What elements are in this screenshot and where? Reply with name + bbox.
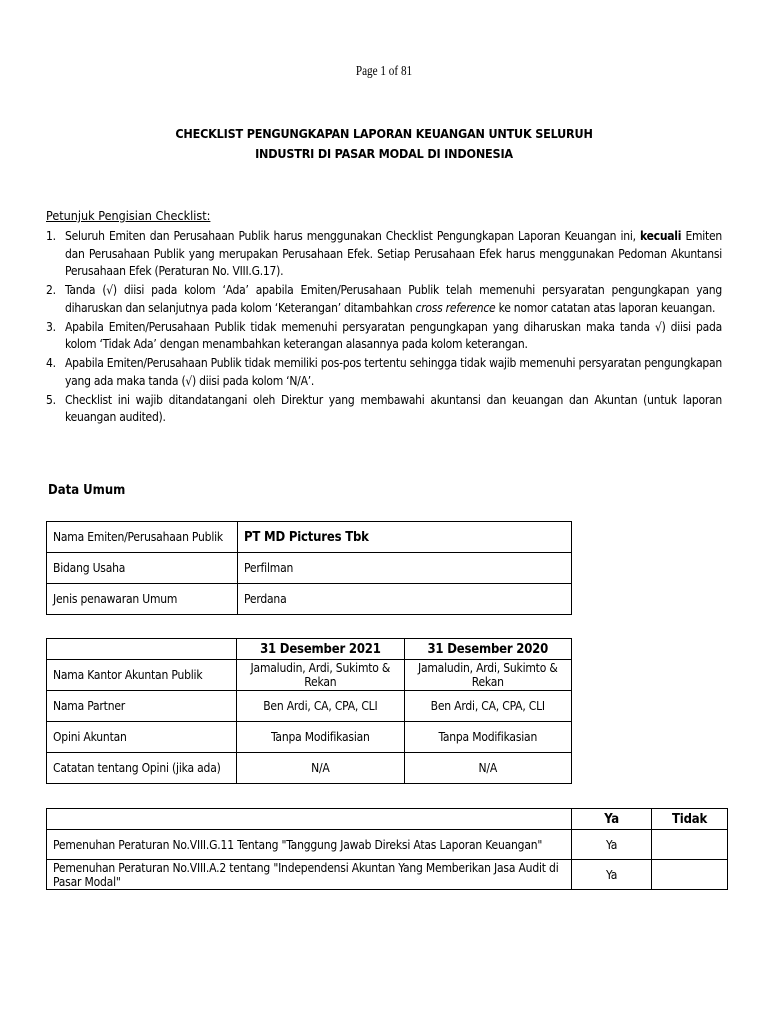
- title-line-1: CHECKLIST PENGUNGKAPAN LAPORAN KEUANGAN UNTUK SELURUH: [175, 126, 593, 141]
- row-label: Nama Partner: [47, 691, 237, 722]
- cell-2021: Tanpa Modifikasian: [237, 722, 404, 753]
- data-umum-heading: Data Umum: [48, 483, 126, 498]
- auditor-table: [46, 638, 572, 784]
- table-row: [47, 691, 572, 722]
- instruction-item: 3. Apabila Emiten/Perusahaan Publik tidak memenuhi persyaratan pengungkapan yang diharuskan maka tanda √) diisi pada kolom ‘Tidak Ada’ dengan menambahkan keterangan alasannya pada kolom keterangan.: [46, 319, 722, 351]
- cell-2021: Jamaludin, Ardi, Sukimto & Rekan: [237, 660, 404, 691]
- table-row: [47, 860, 728, 890]
- cell-2020: N/A: [404, 753, 571, 784]
- cell-2021: N/A: [237, 753, 404, 784]
- row-label: Bidang Usaha: [47, 553, 238, 584]
- table-row: [47, 830, 728, 860]
- company-name: PT MD Pictures Tbk: [238, 522, 572, 553]
- table-header-row: [47, 639, 572, 660]
- column-header-empty: [47, 639, 237, 660]
- cell-ya: Ya: [572, 830, 652, 860]
- instructions-list: [46, 228, 722, 428]
- instruction-item: 5. Checklist ini wajib ditandatangani oleh Direktur yang membawahi akuntansi dan keuangan dan Akuntan (untuk laporan keuangan audited).: [46, 392, 722, 424]
- cell-2021: Ben Ardi, CA, CPA, CLI: [237, 691, 404, 722]
- column-header-tidak: Tidak: [652, 809, 728, 830]
- page-number: Page 1 of 81: [355, 64, 413, 79]
- instruction-item: 1. Seluruh Emiten dan Perusahaan Publik harus menggunakan Checklist Pengungkapan Laporan Keuangan ini, kecuali Emiten dan Perusahaan Publik yang merupakan Perusahaan Efek. Setiap Perusahaan Efek harus menggunakan Pedoman Akuntansi Perusahaan Efek (Peraturan No. VIII.G.17).: [46, 229, 722, 278]
- row-label: Nama Emiten/Perusahaan Publik: [47, 522, 238, 553]
- instruction-item: 4. Apabila Emiten/Perusahaan Publik tidak memiliki pos-pos tertentu sehingga tidak wajib memenuhi persyaratan pengungkapan yang ada maka tanda (√) diisi pada kolom ‘N/A’.: [46, 356, 722, 388]
- cell-ya: Ya: [572, 860, 652, 890]
- table-row: [47, 553, 572, 584]
- row-label: Catatan tentang Opini (jika ada): [47, 753, 237, 784]
- cell-2020: Jamaludin, Ardi, Sukimto & Rekan: [404, 660, 571, 691]
- title-line-2: INDUSTRI DI PASAR MODAL DI INDONESIA: [255, 146, 513, 161]
- cell-tidak: [652, 860, 728, 890]
- column-header-ya: Ya: [572, 809, 652, 830]
- row-value: Perdana: [238, 584, 572, 615]
- compliance-table: [46, 808, 728, 890]
- table-row: [47, 660, 572, 691]
- table-row: [47, 522, 572, 553]
- table-header-row: [47, 809, 728, 830]
- cell-2020: Tanpa Modifikasian: [404, 722, 571, 753]
- row-label: Nama Kantor Akuntan Publik: [47, 660, 237, 691]
- table-row: [47, 722, 572, 753]
- column-header-2021: 31 Desember 2021: [237, 639, 404, 660]
- table-row: [47, 584, 572, 615]
- row-label: Pemenuhan Peraturan No.VIII.G.11 Tentang "Tanggung Jawab Direksi Atas Laporan Keuangan": [47, 830, 572, 860]
- row-value: Perfilman: [238, 553, 572, 584]
- row-label: Pemenuhan Peraturan No.VIII.A.2 tentang "Independensi Akuntan Yang Memberikan Jasa Audit di Pasar Modal": [47, 860, 572, 890]
- cell-tidak: [652, 830, 728, 860]
- column-header-empty: [47, 809, 572, 830]
- emphasis-kecuali: kecuali: [640, 229, 682, 243]
- table-row: [47, 753, 572, 784]
- instruction-item: 2. Tanda (√) diisi pada kolom ‘Ada’ apabila Emiten/Perusahaan Publik telah memenuhi persyaratan pengungkapan yang diharuskan dan selanjutnya pada kolom ‘Keterangan’ ditambahkan cross reference ke nomor catatan atas laporan keuangan.: [46, 283, 722, 315]
- instructions-heading: Petunjuk Pengisian Checklist:: [46, 208, 211, 223]
- row-label: Opini Akuntan: [47, 722, 237, 753]
- document-title: [0, 124, 768, 164]
- emphasis-cross-reference: cross reference: [415, 300, 496, 315]
- general-data-table: [46, 521, 572, 615]
- cell-2020: Ben Ardi, CA, CPA, CLI: [404, 691, 571, 722]
- row-label: Jenis penawaran Umum: [47, 584, 238, 615]
- column-header-2020: 31 Desember 2020: [404, 639, 571, 660]
